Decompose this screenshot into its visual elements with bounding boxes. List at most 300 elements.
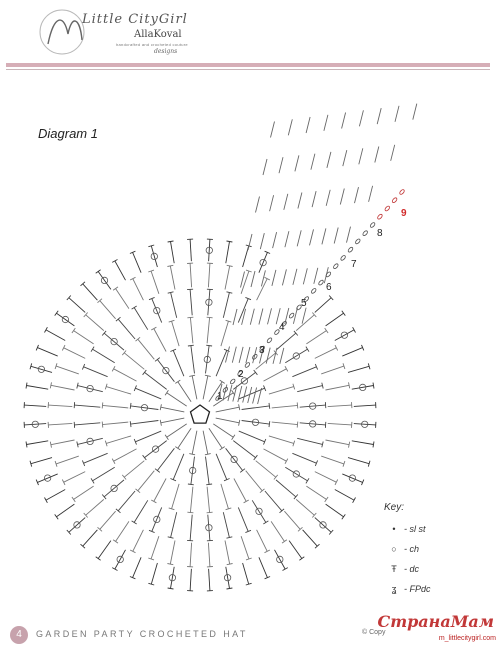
fan-stitch [293,269,297,285]
chain-stitch [340,255,346,261]
dc-stitch-top [143,370,147,375]
watermark-url: m_littlecitygirl.com [438,635,496,642]
chain-stitch [384,205,390,211]
dc-stitch [106,436,131,444]
stitch-key [384,502,431,599]
chain-stitch [392,197,398,203]
fan-stitch [375,147,379,163]
dc-stitch [133,530,144,552]
dc-stitch [190,263,192,287]
dc-stitch [124,353,144,370]
dc-stitch-top [155,469,160,473]
dc-stitch-top [353,498,356,503]
dc-stitch [106,387,131,395]
dc-stitch [116,521,129,541]
key-row-sl-st [384,519,431,539]
dc-stitch-top [283,568,288,571]
dc-stitch-top [306,347,309,352]
logo-name-text: AllaKoval [134,29,182,40]
dc-stitch-top [189,375,195,376]
fan-stitch [280,348,284,364]
key-label: - FPdc [404,584,431,594]
dc-stitch [292,453,316,463]
fan-stitch [343,150,347,166]
dc-stitch [114,369,137,381]
round-number-label: 1 [217,391,223,402]
dc-stitch [354,424,376,425]
dc-stitch [321,456,344,464]
chain-stitch [370,222,376,228]
dc-stitch-top [269,421,270,427]
dc-stitch [296,315,314,331]
dc-stitch [257,279,268,301]
dc-stitch [51,385,75,390]
dc-stitch-top [239,420,240,426]
fan-stitch [268,308,272,324]
fan-stitch [347,227,351,243]
dc-stitch [203,376,208,400]
brand-logo [34,4,194,64]
dc-stitch [103,422,129,425]
fan-stitch [260,233,264,249]
dc-stitch-top [244,500,249,503]
dc-stitch [93,467,115,481]
dc-stitch [223,293,229,318]
dc-stitch [145,372,167,389]
dc-stitch [276,480,296,497]
dc-stitch [171,567,175,589]
dc-stitch [190,515,192,541]
dc-stitch-top [220,447,225,450]
dc-stitch [348,458,369,464]
dc-stitch [114,449,137,461]
fan-stitch [306,117,310,133]
dc-stitch [170,266,175,290]
header-rule-thin [6,69,490,70]
fan-stitch [324,115,328,131]
dc-stitch [225,541,230,565]
dc-stitch-top [353,327,356,332]
dc-stitch-top [227,241,233,242]
dc-stitch [326,313,344,326]
dc-stitch [24,424,46,425]
dc-stitch [48,405,72,407]
fan-stitch [239,347,243,363]
dc-stitch [103,405,129,408]
dc-stitch [131,421,159,425]
dc-stitch [151,563,157,584]
dc-stitch [31,366,52,372]
dc-stitch-top [112,366,115,371]
fan-stitch [340,189,344,205]
dc-stitch [315,348,337,359]
chain-stitch [377,214,383,220]
dc-stitch [342,348,362,357]
dc-stitch-top [72,328,75,333]
dc-stitch-top [263,521,268,524]
dc-stitch-top [373,442,374,448]
dc-stitch-top [113,540,118,543]
dc-stitch [167,424,187,437]
dc-stitch [257,530,268,552]
fan-stitch [253,388,257,404]
key-row-fpdc [384,579,431,599]
dc-stitch [37,348,57,357]
dc-stitch [84,367,108,377]
fan-stitch [256,197,260,213]
dc-stitch [138,471,155,491]
dc-symbol-icon: Ŧ [391,564,397,574]
fan-stitch [273,232,277,248]
dc-stitch [300,423,326,425]
chain-stitch [244,362,250,368]
dc-stitch [216,454,227,480]
dc-stitch-top [50,382,51,388]
dc-stitch [133,252,142,272]
dc-stitch [328,423,352,425]
dc-stitch [56,366,79,374]
dc-stitch [157,448,174,470]
key-row-dc [384,559,431,579]
round-number-label: 8 [377,228,383,239]
dc-stitch-top [206,484,212,485]
fan-stitch [355,187,359,203]
fan-stitch [298,193,302,209]
dc-stitch [134,500,148,522]
fan-stitch [243,387,247,403]
dc-stitch [297,438,322,444]
dc-stitch-top [187,512,193,513]
dc-stitch [216,350,227,376]
dc-stitch-top [207,512,213,513]
dc-stitch [246,471,263,491]
dc-stitch [264,449,287,461]
dc-stitch [46,490,65,501]
dc-stitch [335,330,354,341]
dc-stitch [191,346,195,374]
dc-stitch [190,569,191,591]
fan-stitch [228,385,232,401]
dc-stitch [124,461,144,478]
dc-stitch [221,321,229,346]
dc-stitch [171,242,175,264]
dc-stitch [315,472,337,483]
dc-stitch [315,298,331,313]
dc-stitch-top [269,403,270,409]
dc-stitch [192,431,197,455]
chain-stitch [311,288,317,294]
fan-stitch [232,347,236,363]
dc-stitch [284,511,300,529]
dc-stitch [315,518,331,533]
dc-stitch [78,386,103,392]
dc-stitch [83,284,98,300]
footer-title: GARDEN PARTY CROCHETED HAT [36,629,248,639]
chain-stitch [230,378,236,384]
dc-stitch [98,541,111,559]
fan-stitch [391,145,395,161]
dc-stitch [328,405,352,407]
fan-stitch [303,268,307,284]
dc-stitch [115,261,126,280]
dc-stitch [116,289,129,309]
dc-stitch [74,405,100,407]
dc-stitch [209,569,210,591]
page-header [0,0,500,70]
chain-stitch [318,279,324,285]
dc-stitch [145,441,167,458]
chain-stitch [399,189,405,195]
dc-stitch [154,479,166,502]
dc-stitch [46,330,65,341]
dc-stitch [216,407,240,412]
fan-stitch [246,347,250,363]
dc-stitch-top [26,442,27,448]
key-label: - ch [404,544,420,554]
fan-stitch [288,119,292,135]
dc-stitch [207,487,210,513]
dc-stitch [56,456,79,464]
dc-stitch [208,543,210,567]
dc-stitch [243,563,249,584]
dc-stitch [239,431,265,442]
chain-stitch [333,263,339,269]
dc-stitch [100,301,116,319]
dc-stitch [93,349,115,363]
dc-stitch [69,518,85,533]
dc-stitch [352,441,374,445]
fan-stitch [284,194,288,210]
chain-stitch [325,271,331,277]
dc-stitch [226,242,230,264]
dc-stitch [190,543,192,567]
dc-stitch-top [151,500,156,503]
fan-stitch [272,270,276,286]
dc-stitch [74,423,100,425]
dc-stitch [135,431,161,442]
dc-stitch-top [132,306,137,309]
dc-stitch [203,431,208,455]
dc-stitch [241,536,249,559]
dc-stitch [135,388,161,399]
dc-stitch [51,440,75,445]
dc-stitch-top [349,442,350,448]
dc-stitch [306,486,326,499]
dc-stitch-top [55,311,59,316]
dc-stitch [208,263,210,287]
dc-stitch [285,349,307,363]
dc-stitch [84,453,108,463]
center-ring [191,405,210,423]
dc-stitch [272,422,298,425]
dc-stitch [161,407,185,412]
dc-stitch [173,350,184,376]
dc-stitch [104,333,124,350]
dc-stitch-top [187,317,193,318]
dc-stitch [242,421,270,425]
dc-stitch-top [175,380,180,383]
dc-stitch [190,239,191,261]
dc-stitch-top [282,540,287,543]
chain-stitch [252,354,258,360]
dc-stitch [306,331,326,344]
ch-symbol-icon: ○ [391,544,397,554]
dc-stitch-top [188,345,194,346]
dc-stitch-top [91,478,94,483]
fan-stitch [369,186,373,202]
fan-stitch [279,157,283,173]
dc-stitch [321,366,344,374]
watermark-logo: СтранаМам [377,612,494,631]
key-label: - sl st [404,524,426,534]
fan-stitch [327,152,331,168]
dc-stitch [303,530,318,546]
chain-stitch [347,247,353,253]
dc-stitch-top [91,347,94,352]
dc-stitch-top [239,404,240,410]
dc-stitch [48,423,72,425]
footer-copyright: © Copy [362,629,386,636]
dc-stitch [24,405,46,406]
dc-stitch [134,308,148,330]
fan-stitch [395,106,399,122]
key-row-ch [384,539,431,559]
dc-stitch [190,487,193,513]
dc-stitch-top [189,454,195,455]
fan-stitch [233,309,237,325]
dc-stitch [83,530,98,546]
fan-stitch [342,113,346,129]
fan-stitch [310,229,314,245]
dc-stitch [206,457,210,485]
dc-stitch [172,484,180,509]
dc-stitch [275,550,286,569]
dc-stitch [226,567,230,589]
dc-stitch-top [240,469,245,473]
dc-stitch-top [151,327,156,330]
dc-stitch [213,424,233,437]
dc-stitch [78,438,103,444]
dc-stitch [352,386,374,390]
dc-stitch-top [285,459,288,464]
dc-stitch [326,504,344,517]
fan-stitch [270,195,274,211]
dc-stitch [167,393,187,406]
dc-stitch-top [227,588,233,589]
dc-stitch-top [165,390,168,395]
dc-stitch [178,382,191,402]
dc-stitch [191,457,195,485]
dc-stitch-top [373,383,374,389]
dc-stitch [170,541,175,565]
fan-stitch [266,348,270,364]
dc-stitch [171,293,177,318]
dc-stitch-top [325,497,328,502]
dc-stitch [104,480,124,497]
dc-stitch [216,418,240,423]
dc-stitch-top [254,455,258,460]
dc-stitch [326,385,350,390]
dc-stitch-top [72,497,75,502]
dc-stitch-top [297,402,298,408]
dc-stitch [238,507,248,531]
chain-stitch [362,230,368,236]
dc-stitch [151,246,157,267]
fan-stitch [293,308,297,324]
dc-stitch [348,366,369,372]
dc-stitch [57,313,75,326]
round-number-label: 6 [326,282,332,293]
dc-stitch [118,319,135,339]
key-title: Key: [384,502,405,513]
round-number-label: 7 [351,259,357,270]
dc-stitch [208,515,210,541]
dc-stitch [272,405,298,408]
dc-stitch-top [254,370,258,375]
dc-stitch [225,266,230,290]
dc-stitch [178,428,191,448]
dc-stitch-top [168,241,174,242]
dc-stitch [69,298,85,313]
fan-stitch [226,347,230,363]
dc-stitch-top [45,498,48,503]
dc-stitch-top [26,383,27,389]
dc-stitch [192,376,197,400]
dc-stitch-top [96,270,101,274]
dc-stitch-top [206,345,212,346]
dc-stitch [226,448,243,470]
dc-stitch-top [102,402,103,408]
dc-stitch [296,499,314,515]
dc-stitch-top [102,422,103,428]
dc-stitch [326,440,350,445]
dc-stitch-top [325,328,328,333]
dc-stitch [292,367,316,377]
fan-stitch [377,108,381,124]
dc-stitch-top [168,588,174,589]
dc-stitch-top [188,484,194,485]
dc-stitch [151,271,159,294]
dc-stitch-top [167,265,173,266]
dc-stitch [161,418,185,423]
dc-stitch-top [143,455,147,460]
fan-stitch [322,228,326,244]
fan-stitch [285,231,289,247]
dc-stitch [154,329,166,352]
dc-stitch-top [132,521,137,524]
dc-stitch [138,339,155,359]
dc-stitch-top [297,422,298,428]
round-number-label: 2 [238,369,244,380]
logo-tagline: handcrafted and crocheted couture [116,42,188,47]
fan-stitch [334,228,338,244]
dc-stitch [172,321,180,346]
dc-stitch-top [349,382,350,388]
round-number-label: 4 [279,322,285,333]
dc-stitch-top [113,287,118,290]
fan-stitch [238,386,242,402]
fpdc-symbol-icon: ʓ [391,584,397,594]
fan-stitch [302,308,306,324]
dc-stitch [300,405,326,407]
dc-stitch [241,271,249,294]
dc-stitch [57,504,75,517]
dc-stitch-top [50,442,51,448]
dc-stitch [221,484,229,509]
dc-stitch [115,550,126,569]
dc-stitch [98,272,111,290]
dc-stitch [269,387,294,395]
